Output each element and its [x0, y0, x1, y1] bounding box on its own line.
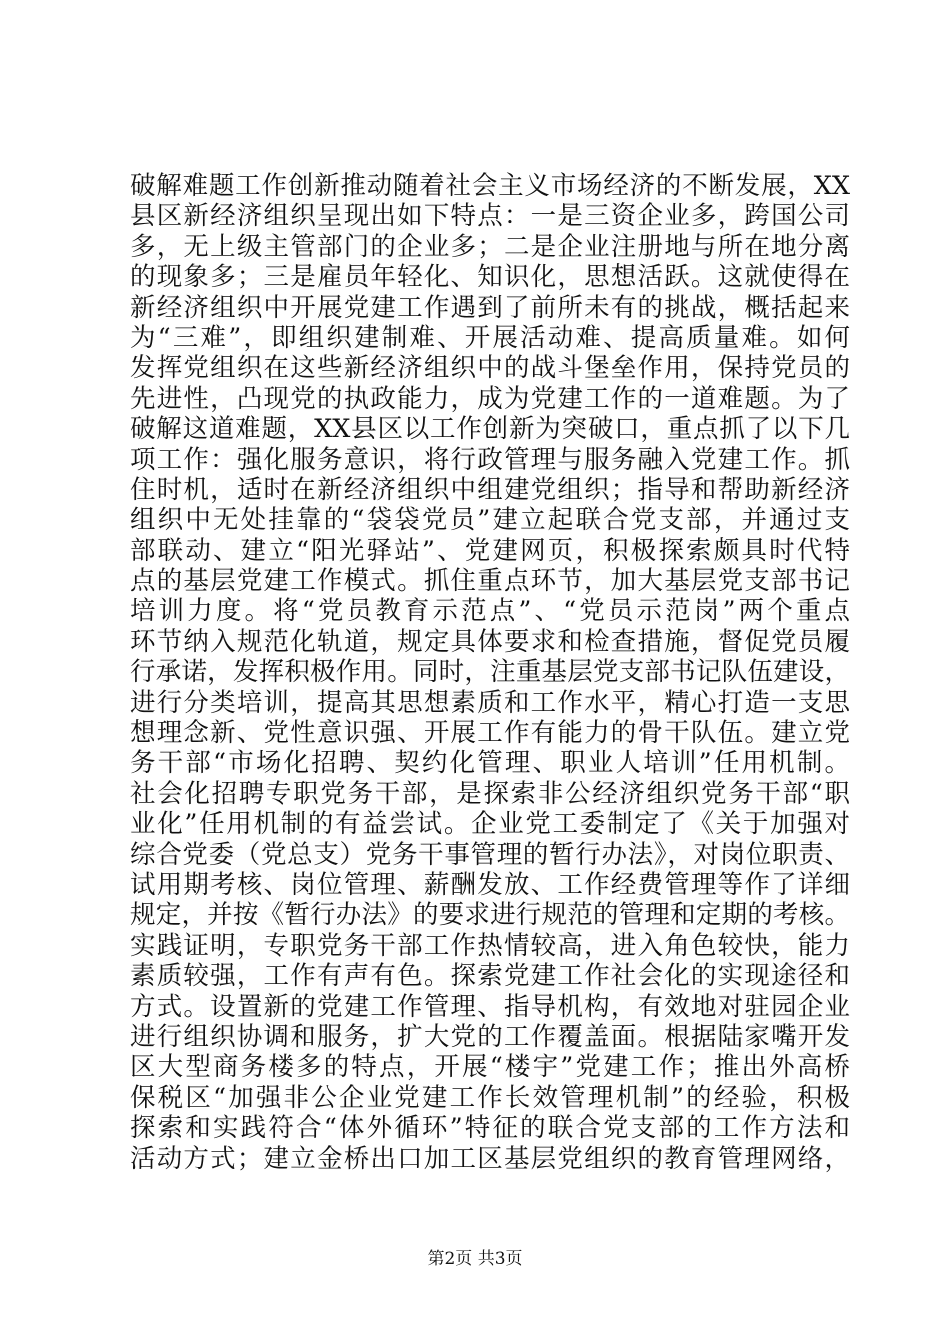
text-line: 素质较强，工作有声有色。探索党建工作社会化的实现途径和 — [130, 961, 850, 992]
text-line: 发挥党组织在这些新经济组织中的战斗堡垒作用，保持党员的 — [130, 353, 850, 384]
text-line: 想理念新、党性意识强、开展工作有能力的骨干队伍。建立党 — [130, 718, 850, 749]
text-line: 方式。设置新的党建工作管理、指导机构，有效地对驻园企业 — [130, 991, 850, 1022]
text-line: 点的基层党建工作模式。抓住重点环节，加大基层党支部书记 — [130, 566, 850, 597]
text-line: 业化”任用机制的有益尝试。企业党工委制定了《关于加强对 — [130, 809, 850, 840]
text-line: 组织中无处挂靠的“袋袋党员”建立起联合党支部，并通过支 — [130, 505, 850, 536]
text-line: 规定，并按《暂行办法》的要求进行规范的管理和定期的考核。 — [130, 900, 850, 931]
text-line: 环节纳入规范化轨道，规定具体要求和检查措施，督促党员履 — [130, 626, 850, 657]
text-line: 县区新经济组织呈现出如下特点：一是三资企业多，跨国公司 — [130, 201, 850, 232]
text-line: 进行组织协调和服务，扩大党的工作覆盖面。根据陆家嘴开发 — [130, 1021, 850, 1052]
text-line: 社会化招聘专职党务干部，是探索非公经济组织党务干部“职 — [130, 778, 850, 809]
text-line: 项工作：强化服务意识，将行政管理与服务融入党建工作。抓 — [130, 444, 850, 475]
text-line: 部联动、建立“阳光驿站”、党建网页，积极探索颇具时代特 — [130, 535, 850, 566]
body-paragraph — [130, 171, 850, 1174]
text-line: 实践证明，专职党务干部工作热情较高，进入角色较快，能力 — [130, 930, 850, 961]
text-line: 破解这道难题，XX县区以工作创新为突破口，重点抓了以下几 — [130, 414, 850, 445]
text-line: 探索和实践符合“体外循环”特征的联合党支部的工作方法和 — [130, 1113, 850, 1144]
text-line: 住时机，适时在新经济组织中组建党组织；指导和帮助新经济 — [130, 474, 850, 505]
text-line: 综合党委（党总支）党务干事管理的暂行办法》，对岗位职责、 — [130, 839, 850, 870]
text-line: 进行分类培训，提高其思想素质和工作水平，精心打造一支思 — [130, 687, 850, 718]
text-line: 的现象多；三是雇员年轻化、知识化，思想活跃。这就使得在 — [130, 262, 850, 293]
text-line: 破解难题工作创新推动随着社会主义市场经济的不断发展，XX — [130, 171, 850, 201]
text-line: 保税区“加强非公企业党建工作长效管理机制”的经验，积极 — [130, 1082, 850, 1113]
page-number-footer: 第2页 共3页 — [427, 1249, 523, 1269]
text-line: 培训力度。将“党员教育示范点”、“党员示范岗”两个重点 — [130, 596, 850, 627]
text-line: 活动方式；建立金桥出口加工区基层党组织的教育管理网络， — [130, 1143, 850, 1174]
text-line: 新经济组织中开展党建工作遇到了前所未有的挑战，概括起来 — [130, 292, 850, 323]
text-line: 先进性，凸现党的执政能力，成为党建工作的一道难题。为了 — [130, 383, 850, 414]
text-line: 行承诺，发挥积极作用。同时，注重基层党支部书记队伍建设， — [130, 657, 850, 688]
text-line: 试用期考核、岗位管理、薪酬发放、工作经费管理等作了详细 — [130, 869, 850, 900]
text-line: 区大型商务楼多的特点，开展“楼宇”党建工作；推出外高桥 — [130, 1052, 850, 1083]
text-line: 为“三难”，即组织建制难、开展活动难、提高质量难。如何 — [130, 322, 850, 353]
text-line: 务干部“市场化招聘、契约化管理、职业人培训”任用机制。 — [130, 748, 850, 779]
text-line: 多，无上级主管部门的企业多；二是企业注册地与所在地分离 — [130, 231, 850, 262]
